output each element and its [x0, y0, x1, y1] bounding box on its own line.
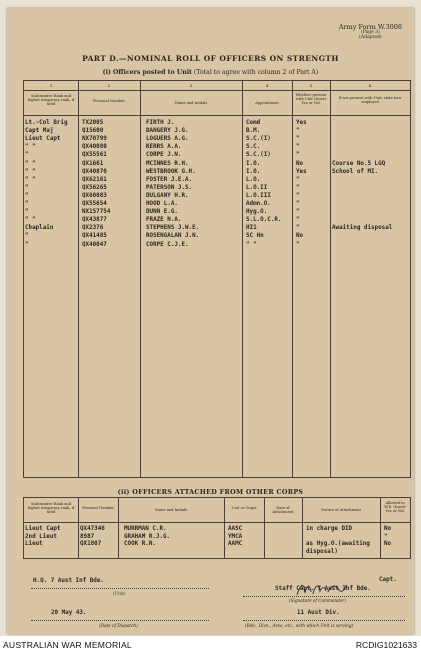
- cell-name: FIRTH J.: [146, 120, 175, 126]
- cell-personal-number: QX41485: [82, 233, 107, 240]
- cell-employed: Course No.5 LGQ: [332, 160, 386, 167]
- cell-name: PATERSON J.S.: [146, 184, 193, 191]
- cell-personal-number: QX62161: [82, 176, 107, 183]
- cell-name: DULGANY H.R.: [146, 192, 189, 199]
- cell-personal-number: QX1807: [80, 541, 102, 548]
- unit-caption: (Unit): [113, 591, 126, 596]
- cell-personal-number: QX56265: [82, 184, 107, 191]
- cell-present: Yes: [296, 120, 307, 126]
- cell-employed: Awaiting disposal: [332, 225, 393, 232]
- header-personal-number: Personal Number: [93, 99, 125, 103]
- cell-personal-number: TX2005: [82, 120, 104, 126]
- table-row: [24, 176, 410, 184]
- table-row: [24, 200, 410, 208]
- formation-value: 11 Aust Div.: [297, 610, 340, 616]
- cell-name: DANGERY J.G.: [146, 128, 189, 135]
- cell-present: ": [296, 136, 300, 143]
- cell-appointment: S.C.(I): [246, 136, 271, 143]
- staff-text: Staff Capt. 7 Aust Inf Bde.: [275, 586, 371, 592]
- cell-rank: Chaplain: [25, 225, 54, 232]
- cell-present: No: [296, 160, 304, 167]
- cell-present: ": [296, 217, 300, 224]
- attached-header-nature: Nature of Attachment: [321, 508, 361, 512]
- rank-text: Capt.: [379, 577, 397, 583]
- cell-personal-number: QX40080: [82, 144, 107, 151]
- cell-rank: ": [25, 152, 29, 159]
- part-d-subtitle: [7, 69, 414, 76]
- cell-personal-number: QX40047: [82, 241, 107, 248]
- attribution-right: RCDIG1021633: [355, 640, 417, 650]
- cell-appointment: B.M.: [246, 128, 261, 135]
- cell-appointment: Admn.O.: [246, 201, 271, 207]
- col-number-3: 3: [189, 83, 193, 88]
- table-row: [24, 143, 410, 151]
- cell-present: ": [296, 128, 300, 135]
- cell-appointment: L.O.III: [246, 192, 271, 199]
- unit-line: [31, 588, 209, 589]
- cell-name: DUNN E.G.: [146, 209, 178, 216]
- table-row: [24, 216, 410, 224]
- cell-name: LOGUERS A.G.: [146, 136, 189, 143]
- form-page: [7, 8, 414, 634]
- form-page-label: (Page 3): [360, 29, 380, 35]
- cell-present: ": [296, 176, 300, 183]
- cell-name: HOOD L.A.: [146, 201, 178, 207]
- cell-appointment: Comd: [246, 120, 261, 126]
- cell-rank: ": [25, 192, 29, 199]
- cell-rank: ": [25, 209, 29, 216]
- cell-personal-number: QX40870: [82, 168, 107, 175]
- cell-personal-number: QX43877: [82, 217, 107, 224]
- cell-corps: YMCA: [228, 533, 243, 540]
- table-row: [24, 184, 410, 192]
- attached-header-rank: Substantive Rank and higher temporary rank, if held: [27, 502, 75, 515]
- cell-rank: Lieut Capt: [25, 136, 61, 143]
- unit-value: H.Q. 7 Aust Inf Bde.: [33, 578, 104, 584]
- cell-rank: ": [25, 241, 29, 248]
- signature-line: [243, 596, 405, 597]
- cell-personal-number: 8987: [80, 533, 95, 540]
- cell-present: ": [296, 184, 300, 191]
- header-employed: If not present with Unit, state how employed: [338, 96, 402, 105]
- date-line: [31, 620, 209, 621]
- cell-rank: ": [25, 233, 29, 240]
- cell-appointment: Hyg.O.: [246, 209, 268, 216]
- cell-allowed: No: [384, 541, 392, 548]
- cell-rank: Capt Maj: [25, 128, 54, 135]
- cell-nature: disposal): [306, 548, 338, 555]
- header-name: Name and Initials: [174, 101, 208, 105]
- header-rank: Substantive Rank and higher temporary rank, if held: [27, 94, 75, 107]
- table-row: [24, 192, 410, 200]
- table-row: [24, 151, 410, 159]
- cell-name: MCINNES R.H.: [146, 160, 189, 167]
- col-number-4: 4: [265, 83, 269, 88]
- cell-rank: Lt.-Col Brig: [25, 120, 68, 126]
- cell-name: MURRMAN C.R.: [124, 526, 167, 532]
- table-row: [24, 168, 410, 176]
- cell-present: Yes: [296, 168, 307, 175]
- signature-caption: (Signature of Commander): [289, 598, 346, 603]
- table-row: [24, 135, 410, 143]
- date-caption: (Date of Dispatch): [99, 623, 138, 628]
- formation-caption: (Bde., Divn., Area, etc., with which Unit is serving): [245, 623, 354, 628]
- header-appointment: Appointment: [255, 101, 279, 105]
- form-number-block: [339, 24, 402, 40]
- cell-personal-number: QX2376: [82, 225, 104, 232]
- cell-name: KERRS A.A.: [146, 144, 182, 151]
- table-row: [24, 208, 410, 216]
- cell-corps: AAMC: [228, 541, 243, 548]
- cell-name: WESTBROOK G.H.: [146, 168, 196, 175]
- part-ii-title: (ii) OFFICERS ATTACHED FROM OTHER CORPS: [117, 488, 304, 496]
- cell-appointment: SC Hn: [246, 233, 264, 240]
- officers-posted-table: [23, 80, 411, 478]
- cell-present: ": [296, 241, 300, 248]
- cell-appointment: I.O.: [246, 168, 261, 175]
- cell-name: COOK R.N.: [124, 541, 156, 548]
- cell-present: ": [296, 209, 300, 216]
- cell-nature: as Hyg.O.(awaiting: [306, 541, 370, 548]
- cell-rank: Lieut Capt: [25, 526, 61, 532]
- cell-personal-number: QX47346: [80, 526, 105, 532]
- attached-header-name: Name and Initials: [154, 508, 188, 512]
- part-d-title: PART D.—NOMINAL ROLL OF OFFICERS ON STRENGTH: [82, 54, 339, 63]
- cell-appointment: " ": [246, 241, 257, 248]
- cell-present: No: [296, 233, 304, 240]
- attribution-strip: [0, 636, 421, 654]
- cell-personal-number: QX55561: [82, 152, 107, 159]
- cell-appointment: I.O.: [246, 160, 261, 167]
- table-row: [24, 548, 410, 556]
- attached-header-date: Date of Attachment: [272, 506, 294, 515]
- form-adapted-label: (Adapted): [359, 34, 382, 40]
- cell-rank: Lieut: [25, 541, 43, 548]
- date-value: 20 May 43.: [51, 610, 87, 616]
- cell-corps: AASC: [228, 526, 243, 532]
- cell-rank: " ": [25, 217, 36, 224]
- officers-attached-table: [23, 497, 411, 559]
- table-row: [24, 119, 410, 127]
- cell-present: ": [296, 192, 300, 199]
- cell-present: ": [296, 201, 300, 207]
- table-row: [24, 224, 410, 232]
- cell-rank: " ": [25, 176, 36, 183]
- subtitle-bold: (i) Officers posted to Unit: [102, 69, 192, 76]
- col-number-5: 5: [309, 83, 313, 88]
- cell-name: ROSENGALAN J.N.: [146, 233, 200, 240]
- cell-present: ": [296, 225, 300, 232]
- cell-personal-number: QX60083: [82, 192, 107, 199]
- cell-allowed: ": [384, 533, 388, 540]
- header-present: Whether present with Unit (Insert Yes or No): [295, 93, 327, 106]
- cell-name: FRAZE N.A.: [146, 217, 182, 224]
- form-number: Army Form W.3008: [338, 23, 402, 31]
- cell-personal-number: Q15600: [82, 128, 104, 135]
- table-row: [24, 160, 410, 168]
- cell-present: ": [296, 144, 300, 151]
- attribution-left: AUSTRALIAN WAR MEMORIAL: [3, 640, 132, 650]
- table-row: [24, 232, 410, 240]
- col-number-2: 2: [107, 83, 111, 88]
- cell-appointment: S.C.: [246, 144, 261, 151]
- table-row: [24, 127, 410, 135]
- cell-rank: " ": [25, 144, 36, 151]
- cell-rank: 2nd Lieut: [25, 533, 57, 540]
- cell-personal-number: QX1661: [82, 160, 104, 167]
- col-number-1: 1: [49, 83, 53, 88]
- cell-personal-number: QX55654: [82, 201, 107, 207]
- subtitle-rest: (Total to agree with column 2 of Part A): [193, 69, 319, 76]
- cell-name: GRAHAM R.J.G.: [124, 533, 171, 540]
- cell-nature: in charge DID: [306, 526, 353, 532]
- cell-personal-number: NX70799: [82, 136, 107, 143]
- cell-rank: ": [25, 201, 29, 207]
- table-row: [24, 241, 410, 249]
- formation-line: [243, 620, 405, 621]
- cell-rank: " ": [25, 168, 36, 175]
- cell-rank: " ": [25, 160, 36, 167]
- cell-appointment: L.O.II: [246, 184, 268, 191]
- cell-employed: School of MI.: [332, 168, 379, 175]
- cell-rank: ": [25, 184, 29, 191]
- cell-appointment: HI1: [246, 225, 257, 232]
- attached-header-number: Personal Number: [82, 506, 114, 510]
- cell-personal-number: NX157754: [82, 209, 111, 216]
- cell-appointment: S.C.(I): [246, 152, 271, 159]
- attached-header-corps: Unit or Corps: [231, 506, 257, 510]
- cell-name: FOSTER J.E.A.: [146, 176, 193, 183]
- cell-allowed: No: [384, 526, 392, 532]
- cell-appointment: L.O.: [246, 176, 261, 183]
- cell-present: ": [296, 152, 300, 159]
- attached-header-allowed: Allowed to W.E. (Insert Yes or No): [384, 501, 406, 514]
- cell-name: STEPHENS J.W.E.: [146, 225, 200, 232]
- cell-name: CORPE C.J.E.: [146, 241, 189, 248]
- col-number-6: 6: [368, 83, 372, 88]
- cell-name: CORPE J.N.: [146, 152, 182, 159]
- cell-appointment: S.L.O.C.R.: [246, 217, 282, 224]
